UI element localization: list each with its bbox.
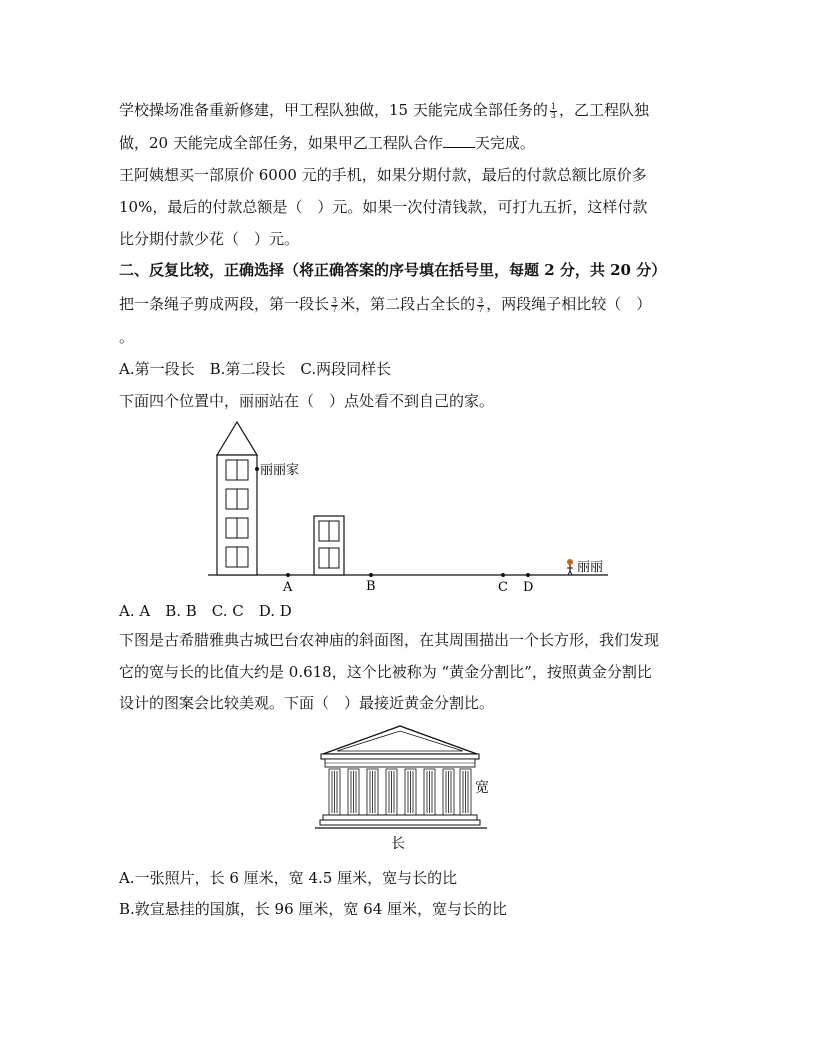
q2-line-1: 王阿姨想买一部原价 6000 元的手机，如果分期付款，最后的付款总额比原价多 xyxy=(119,166,647,184)
q5-line-1: 下图是古希腊雅典古城巴台农神庙的斜面图，在其周围描出一个长方形，我们发现 xyxy=(119,631,660,649)
q3-frac1-den: 7 xyxy=(332,304,338,314)
q3-line-1 xyxy=(119,294,651,314)
q4-stem: 下面四个位置中，丽丽站在（ ）点处看不到自己的家。 xyxy=(119,392,495,410)
point-a xyxy=(286,573,290,577)
q3-text-c: ，两段绳子相比较（ ） xyxy=(486,295,652,313)
q1-text-d: 天完成。 xyxy=(474,134,535,152)
q2-line-2: 10%，最后的付款总额是（ ）元。如果一次付清钱款，可打九五折，这样付款 xyxy=(119,198,648,216)
spire-roof xyxy=(217,422,257,455)
q1-line-2 xyxy=(119,133,535,153)
temple-step xyxy=(323,815,477,820)
width-label: 宽 xyxy=(475,780,489,796)
temple-cornice xyxy=(321,754,479,759)
q4-diagram xyxy=(200,420,620,600)
short-building xyxy=(314,516,344,575)
person-icon xyxy=(567,559,573,575)
q2-line-3: 比分期付款少花（ ）元。 xyxy=(119,230,300,248)
temple-diagram xyxy=(315,722,505,857)
q1-fraction xyxy=(550,103,557,120)
point-c xyxy=(501,573,505,577)
q3-line-2: 。 xyxy=(119,328,135,346)
point-c-label: C xyxy=(498,580,508,595)
home-building xyxy=(217,422,259,575)
length-label: 长 xyxy=(391,836,405,852)
q1-frac-den: 3 xyxy=(550,110,556,120)
q1-line-1 xyxy=(119,100,649,120)
q5-line-2: 它的宽与长的比值大约是 0.618，这个比被称为 “黄金分割比”，按照黄金分割比 xyxy=(119,663,652,681)
q3-options: A.第一段长 B.第二段长 C.两段同样长 xyxy=(119,360,392,378)
point-b xyxy=(369,573,373,577)
q1-answer-blank[interactable] xyxy=(443,133,475,148)
point-a-label: A xyxy=(283,580,293,595)
temple-step xyxy=(320,820,480,825)
q5-option-b: B.敦宣悬挂的国旗，长 96 厘米，宽 64 厘米，宽与长的比 xyxy=(119,900,508,918)
q3-frac2-den: 7 xyxy=(478,304,484,314)
temple-columns xyxy=(329,769,471,815)
point-b-label: B xyxy=(366,579,376,594)
q1-frac-num: 1 xyxy=(550,101,556,111)
q1-text-b: ，乙工程队独 xyxy=(558,101,649,119)
q3-frac2-num: 3 xyxy=(478,295,484,305)
q3-text-b: 米，第二段占全长的 xyxy=(340,295,476,313)
q3-fraction-1 xyxy=(331,297,338,314)
home-marker xyxy=(255,467,259,471)
q1-text-c: 做，20 天能完成全部任务，如果甲乙工程队合作 xyxy=(119,134,443,152)
q3-fraction-2 xyxy=(477,297,484,314)
q4-options: A. A B. B C. C D. D xyxy=(119,602,292,620)
q3-text-a: 把一条绳子剪成两段，第一段长 xyxy=(119,295,330,313)
q3-frac1-num: 3 xyxy=(332,295,338,305)
section-2-heading: 二、反复比较，正确选择（将正确答案的序号填在括号里，每题 2 分，共 20 分） xyxy=(119,261,667,279)
q1-text-a: 学校操场准备重新修建，甲工程队独做，15 天能完成全部任务的 xyxy=(119,101,548,119)
point-d-label: D xyxy=(523,580,534,595)
q5-option-a: A.一张照片，长 6 厘米，宽 4.5 厘米，宽与长的比 xyxy=(119,869,458,887)
point-d xyxy=(526,573,530,577)
person-label: 丽丽 xyxy=(577,560,604,575)
q5-line-3: 设计的图案会比较美观。下面（ ）最接近黄金分割比。 xyxy=(119,694,495,712)
temple-pediment xyxy=(323,726,477,754)
home-label: 丽丽家 xyxy=(260,463,300,478)
